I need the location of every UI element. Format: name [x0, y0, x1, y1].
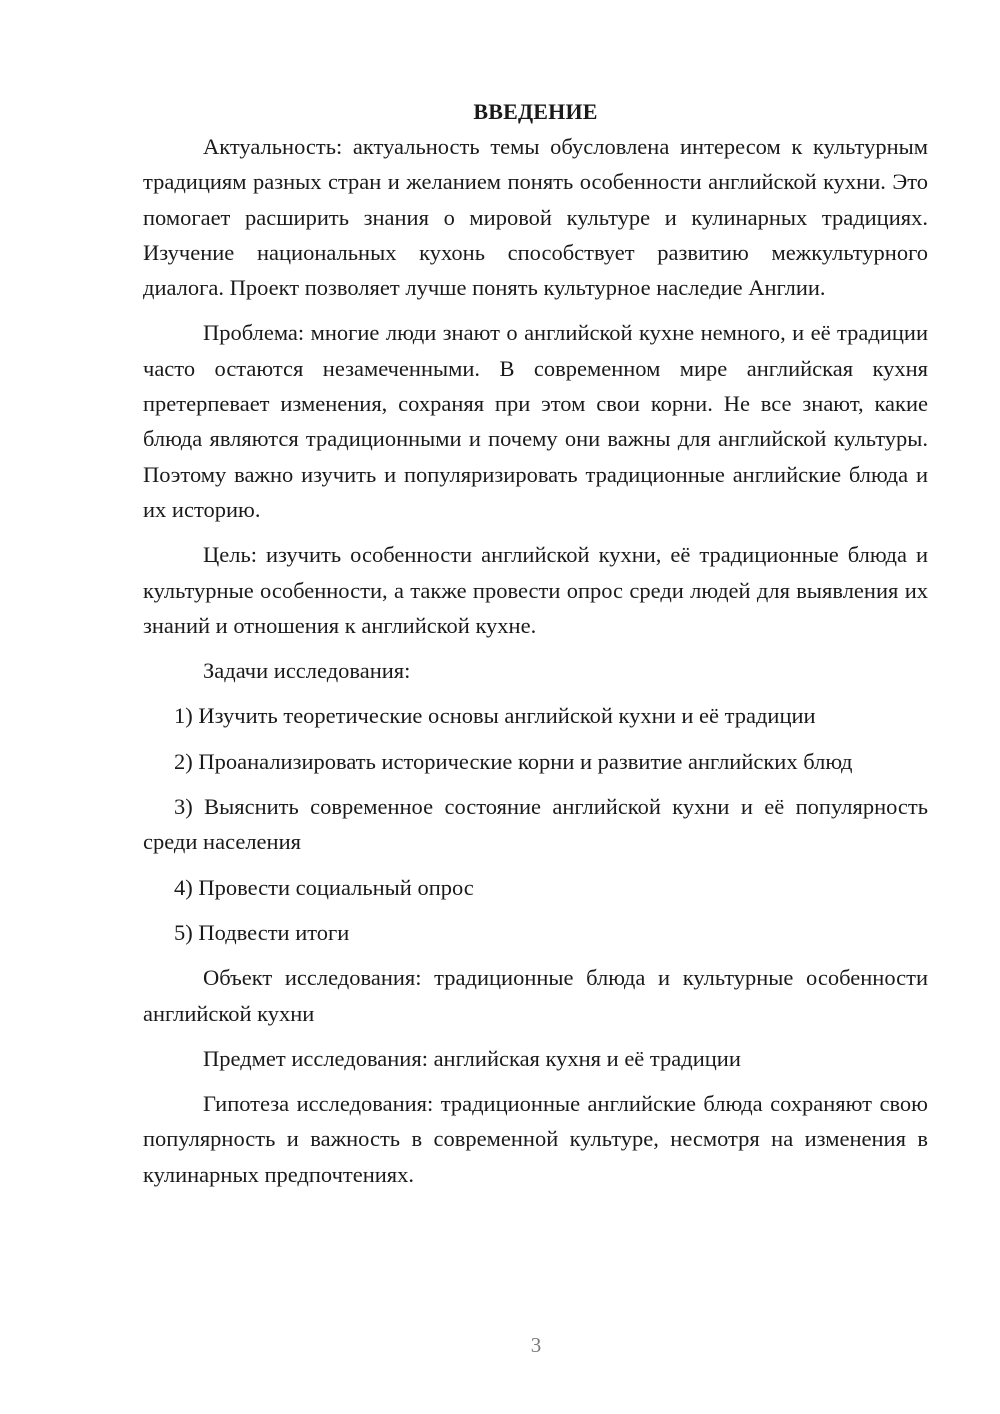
object-paragraph: Объект исследования: традиционные блюда и культурные особенности английской кухни	[143, 965, 928, 1026]
task-item-1: 1) Изучить теоретические основы английской кухни и её традиции	[174, 703, 816, 729]
task-item-4: 4) Провести социальный опрос	[174, 874, 474, 900]
task-item-2: 2) Проанализировать исторические корни и развитие английских блюд	[174, 748, 853, 774]
task-item-3: 3) Выяснить современное состояние английской кухни и её популярность среди населения	[143, 794, 928, 855]
problem-paragraph: Проблема: многие люди знают о английской кухне немного, и её традиции часто остаются незамеченными. В современном мире английская кухня претерпевает изменения, сохраняя при этом свои корни. Не все знают, какие блюда являются традиционными и почему они важны для английской культуры. Поэтому важно изучить и популяризировать традиционные английские блюда и их историю.	[143, 320, 928, 522]
task-item-5: 5) Подвести итоги	[174, 919, 350, 945]
goal-paragraph: Цель: изучить особенности английской кухни, её традиционные блюда и культурные особенности, а также провести опрос среди людей для выявления их знаний и отношения к английской кухне.	[143, 542, 928, 638]
page-content	[143, 94, 928, 1192]
subject-paragraph: Предмет исследования: английская кухня и её традиции	[203, 1045, 741, 1071]
page-number: 3	[530, 1333, 542, 1357]
tasks-title: Задачи исследования:	[203, 658, 411, 684]
hypothesis-paragraph: Гипотеза исследования: традиционные английские блюда сохраняют свою популярность и важность в современной культуре, несмотря на изменения в кулинарных предпочтениях.	[143, 1091, 928, 1187]
actuality-paragraph: Актуальность: актуальность темы обусловлена интересом к культурным традициям разных стран и желанием понять особенности английской кухни. Это помогает расширить знания о мировой культуре и кулинарных традициях. Изучение национальных кухонь способствует развитию межкультурного диалога. Проект позволяет лучше понять культурное наследие Англии.	[143, 134, 928, 301]
section-heading: ВВЕДЕНИЕ	[473, 99, 598, 124]
